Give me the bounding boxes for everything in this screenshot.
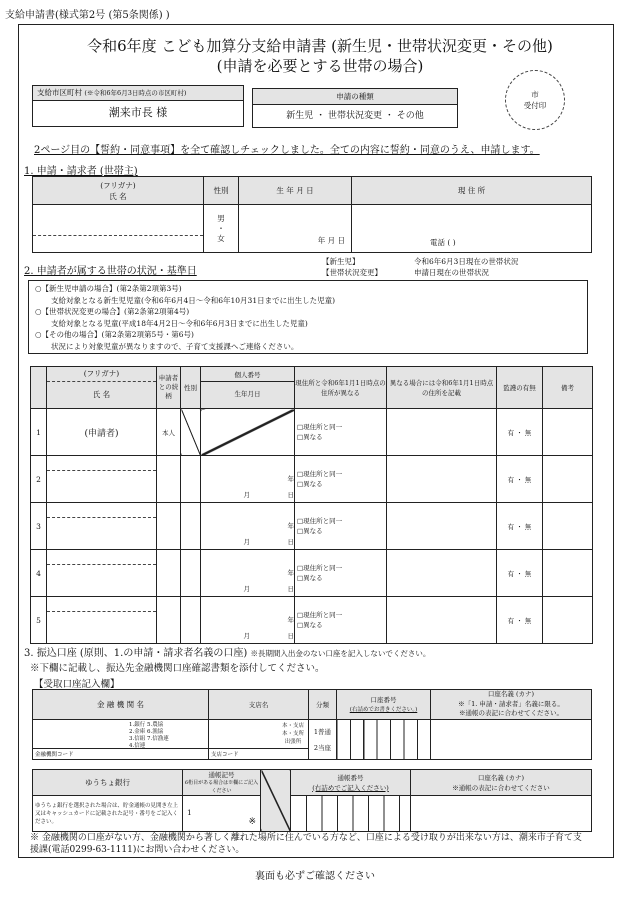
custody-cell[interactable]: 有 ・ 無 [497,409,543,456]
yucho-table: ゆうちょ銀行 通帳記号 6桁目がある場合は※欄にご記入ください 通帳番号 (右詰めでご記入ください) 口座名義 (カナ) ※通帳の表記に合わせてください ゆうちょ銀行を選択された場合は、貯金通帳の見開き左上又はキャッシュカードに記載された記号・番号をご記入ください。 1 ※ [32,769,592,832]
bank-account-table: 金 融 機 関 名 支店名 分類 口座番号 (右詰めでお書きください。) 口座名義 (カナ) ※「1. 申請・請求者」名義に限る。 ※通帳の表記に合わせてください。 1.銀行 5.農協 2.金庫 6.漁協 3.信組 7.信漁連 4.信連 金融機関コード 本・支店 本・支所 出張所 支店コード 1普通 2当座 [32,689,592,760]
col-relation: 申請者との続柄 [157,367,181,409]
option-newborn[interactable]: ○【新生児申請の場合】(第2条第2項第3号) [35,284,182,293]
address-check-cell[interactable]: □現住所と同一 □異なる [295,503,387,550]
gender-options[interactable]: 男 ・ 女 [204,205,239,253]
application-type-box [252,88,458,128]
member-dob-cell[interactable]: 年 月 日 [201,456,295,503]
page-title: 令和6年度 こども加算分支給申請書 (新生児・世帯状況変更・その他) (申請を必要とする世帯の場合) [87,37,553,75]
branch-name-cell[interactable] [209,720,309,760]
name-label: 氏 名 [109,191,127,201]
member-gender-cell[interactable] [181,550,201,597]
symbol-label: 通帳記号 [208,770,235,779]
address-check-cell[interactable]: □現住所と同一 □異なる [295,409,387,456]
bank-name-label: 金 融 機 関 名 [33,690,209,720]
member-name-cell[interactable] [47,597,157,644]
old-address-cell[interactable] [387,409,497,456]
col-diff-address: 異なる場合には令和6年1月1日時点の住所を記載 [387,367,497,409]
member-name-cell[interactable] [47,550,157,597]
old-address-cell[interactable] [387,456,497,503]
notes-cell[interactable] [543,503,593,550]
branch-code-label: 支店コード [211,752,239,758]
applicant-dob-cell[interactable]: 年 月 日 [239,205,352,253]
member-relation-cell[interactable] [157,503,181,550]
member-name-cell[interactable] [47,503,157,550]
branch-type-options: 本・支店 本・支所 出張所 [281,723,304,745]
col-id: 個人番号 [201,370,294,382]
member-relation-cell[interactable]: 本人 [157,409,181,456]
table-row: 1 (申請者) 本人 □現住所と同一 □異なる 有 ・ 無 [31,409,593,456]
passbook-number-label: 通帳番号 [337,773,364,782]
col-custody: 監護の有無 [497,367,543,409]
member-gender-cell[interactable] [181,456,201,503]
table-row: 4 年 月 日 □現住所と同一 □異なる 有 ・ 無 [31,550,593,597]
branch-name-label: 支店名 [209,690,309,720]
member-relation-cell[interactable] [157,456,181,503]
member-relation-cell[interactable] [157,597,181,644]
yucho-note: ゆうちょ銀行を選択された場合は、貯金通帳の見開き左上又はキャッシュカードに記載された記号・番号をご記入ください。 [33,796,183,832]
option-household-change[interactable]: ○【世帯状況変更の場合】(第2条第2項第4号) [35,307,190,316]
phone-field: 電話 ( ) [430,238,456,247]
symbol-cell[interactable]: 1 ※ [183,796,261,832]
account-form-label: 【受取口座記入欄】 [34,679,120,690]
holder-name-cell[interactable] [431,720,592,760]
yucho-holder-cell[interactable] [411,796,592,832]
municipality-box [32,85,244,127]
furigana-label: (フリガナ) [100,180,136,190]
member-gender-cell[interactable] [181,597,201,644]
col-same-address: 現住所と令和6年1月1日時点の住所が異なる [295,367,387,409]
household-table [30,366,593,644]
old-address-cell[interactable] [387,597,497,644]
account-number-cell[interactable] [337,720,431,760]
member-name-cell[interactable] [47,456,157,503]
yucho-holder-label: 口座名義 (カナ) [477,773,525,782]
section3-heading: 3. 振込口座 (原則、1.の申請・請求者名義の口座) ※長期間入出金のない口座を記入しないでください。 [24,648,431,659]
municipality-note: (※令和6年6月3日時点の市区町村) [84,89,187,97]
col-gender: 性別 [181,367,201,409]
mayor: 潮来市長 様 [108,106,168,119]
member-name-cell[interactable]: (申請者) [47,409,157,456]
section2-heading: 2. 申請者が属する世帯の状況・基準日 [24,266,197,277]
custody-cell[interactable]: 有 ・ 無 [497,503,543,550]
member-dob-cell[interactable]: 年 月 日 [201,597,295,644]
col-dob: 生年月日 [234,389,261,398]
reference-dates: 【新生児】 令和6年6月3日現在の世帯状況 【世帯状況変更】 申請日現在の世帯状況 [322,257,519,277]
case-options-box: ○【新生児申請の場合】(第2条第2項第3号) 支給対象となる新生児児童(令和6年6月4日〜令和6年10月31日までに出生した児童) ○【世帯状況変更の場合】(第2条第2項第4号) 支給対象となる児童(平成18年4月2日〜令和6年6月3日までに出生した児童) ○【その他の場合】(第2条第2項第5号・第6号) 状況により対象児童が異なりますので、子育て支援課へご連絡ください。 [28,280,588,354]
passbook-number-cell[interactable] [291,796,411,832]
address-check-cell[interactable]: □現住所と同一 □異なる [295,550,387,597]
account-number-label: 口座番号 [370,695,397,704]
type-options: 新生児 ・ 世帯状況変更 ・ その他 [286,111,424,121]
option-other[interactable]: ○【その他の場合】(第2条第2項第5号・第6号) [35,330,194,339]
gender-label: 性別 [204,177,239,205]
member-dob-cell[interactable]: 年 月 日 [201,503,295,550]
category-options[interactable]: 1普通 2当座 [309,720,337,760]
section1-heading: 1. 申請・請求者 (世帯主) [24,166,138,177]
type-label: 申請の種類 [253,89,457,105]
pledge-statement[interactable]: 2ページ目の【誓約・同意事項】を全て確認しチェックしました。全ての内容に誓約・同意のうえ、申請します。 [34,145,540,156]
custody-cell[interactable]: 有 ・ 無 [497,456,543,503]
notes-cell[interactable] [543,597,593,644]
bank-type-options: 1.銀行 5.農協 2.金庫 6.漁協 3.信組 7.信漁連 4.信連 [129,722,169,749]
address-check-cell[interactable]: □現住所と同一 □異なる [295,597,387,644]
applicant-name-cell[interactable] [33,205,204,253]
address-check-cell[interactable]: □現住所と同一 □異なる [295,456,387,503]
bank-name-cell[interactable] [33,720,209,760]
col-notes: 備考 [543,367,593,409]
custody-cell[interactable]: 有 ・ 無 [497,597,543,644]
footer-note: 裏面も必ずご確認ください [255,871,375,882]
col-furigana: (フリガナ) [47,367,156,382]
address-label: 現 住 所 [352,177,592,205]
custody-cell[interactable]: 有 ・ 無 [497,550,543,597]
dob-label: 生 年 月 日 [239,177,352,205]
reception-stamp: 市 受付印 [505,70,565,130]
applicant-address-cell[interactable] [352,205,592,253]
old-address-cell[interactable] [387,503,497,550]
table-row: 5 年 月 日 □現住所と同一 □異なる 有 ・ 無 [31,597,593,644]
category-label: 分類 [309,690,337,720]
notes-cell[interactable] [543,409,593,456]
yucho-label: ゆうちょ銀行 [33,770,183,796]
holder-label: 口座名義 (カナ) [487,690,535,699]
notes-cell[interactable] [543,550,593,597]
table-row: 3 年 月 日 □現住所と同一 □異なる 有 ・ 無 [31,503,593,550]
member-relation-cell[interactable] [157,550,181,597]
section3-instruction: ※下欄に記載し、振込先金融機関口座確認書類を添付してください。 [30,663,325,674]
form-id: 支給申請書(様式第2号 (第5条関係) ) [5,10,170,21]
old-address-cell[interactable] [387,550,497,597]
member-gender-cell[interactable] [181,503,201,550]
member-dob-cell[interactable]: 年 月 日 [201,550,295,597]
col-name: 氏 名 [92,390,111,399]
table-row: 2 年 月 日 □現住所と同一 □異なる 有 ・ 無 [31,456,593,503]
contact-note: ※ 金融機関の口座がない方、金融機関から著しく離れた場所に住んでいる方など、口座による受け取りが出来ない方は、潮来市子育て支援課(電話0299-63-1111)にお問い合わせください。 [30,833,582,855]
municipality-label: 支給市区町村 [37,88,82,97]
applicant-table [32,176,592,253]
bank-code-label: 金融機関コード [35,752,74,758]
notes-cell[interactable] [543,456,593,503]
